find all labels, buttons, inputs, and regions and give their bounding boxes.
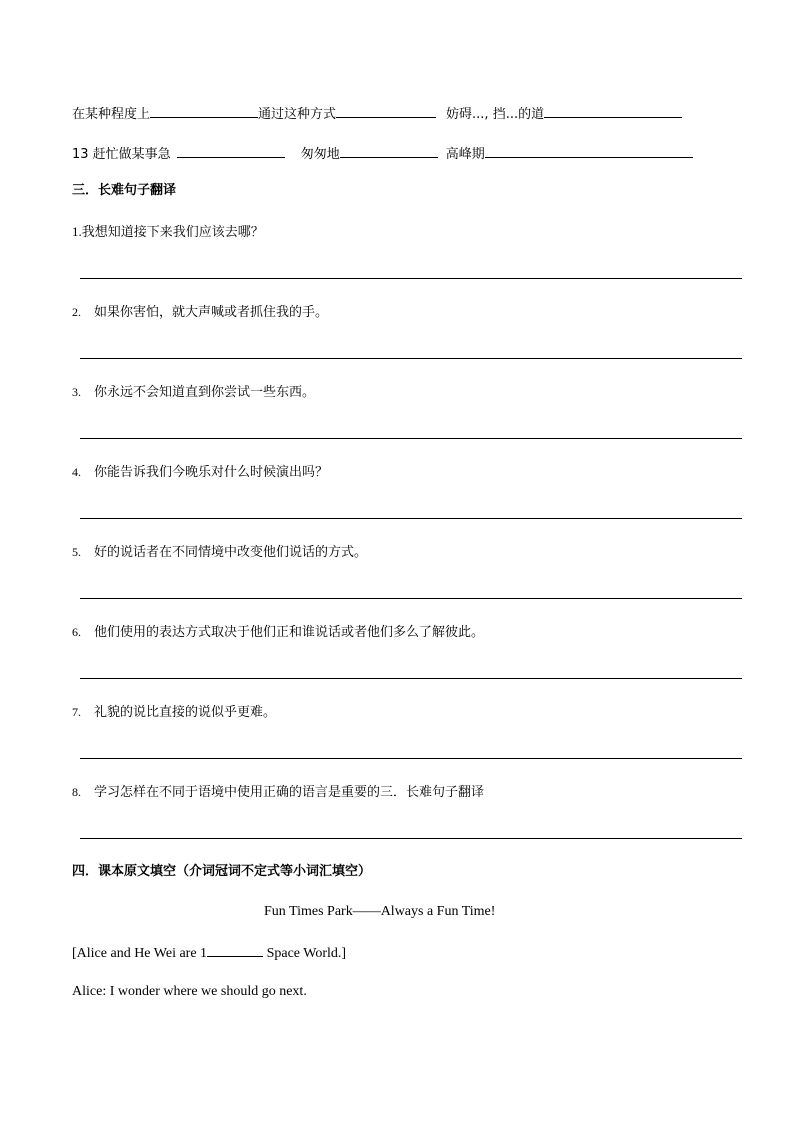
- answer-line[interactable]: [80, 758, 742, 759]
- item-text: 好的说话者在不同情境中改变他们说话的方式。: [94, 545, 368, 560]
- answer-line[interactable]: [80, 358, 742, 359]
- item-text: 你永远不会知道直到你尝试一些东西。: [94, 385, 316, 400]
- passage-blank-1[interactable]: [207, 944, 263, 957]
- item-text: 如果你害怕，就大声喊或者抓住我的手。: [94, 305, 329, 320]
- vocab-blank[interactable]: [177, 144, 285, 158]
- vocab-row-2: [72, 144, 693, 163]
- answer-line[interactable]: [80, 438, 742, 439]
- translation-item-4: [72, 464, 328, 481]
- item-number: 1.: [72, 224, 82, 239]
- vocab-blank[interactable]: [544, 104, 682, 118]
- answer-line[interactable]: [80, 278, 742, 279]
- vocab-label: 在某种程度上: [72, 107, 151, 122]
- item-number: 7.: [72, 705, 81, 719]
- translation-item-8: [72, 784, 484, 801]
- vocab-label: 通过这种方式: [258, 107, 337, 122]
- passage-text: Space World.]: [263, 946, 347, 961]
- section-3-heading: 三．长难句子翻译: [72, 183, 177, 198]
- item-text: 学习怎样在不同于语境中使用正确的语言是重要的三．长难句子翻译: [94, 785, 485, 800]
- item-text: 他们使用的表达方式取决于他们正和谁说话或者他们多么了解彼此。: [94, 625, 485, 640]
- item-number: 5.: [72, 545, 81, 559]
- item-number: 3.: [72, 385, 81, 399]
- item-text: 礼貌的说比直接的说似乎更难。: [94, 705, 277, 720]
- answer-line[interactable]: [80, 518, 742, 519]
- vocab-blank[interactable]: [340, 144, 438, 158]
- answer-line[interactable]: [80, 598, 742, 599]
- passage-title: Fun Times Park——Always a Fun Time!: [264, 904, 496, 919]
- vocab-label: 妨碍..., 挡...的道: [446, 107, 545, 122]
- section-4-heading: 四．课本原文填空（介词冠词不定式等小词汇填空）: [72, 864, 372, 879]
- translation-item-3: [72, 384, 315, 401]
- vocab-label: 高峰期: [445, 147, 485, 162]
- vocab-label: 13 赶忙做某事急: [72, 147, 171, 162]
- item-number: 6.: [72, 625, 81, 639]
- vocab-blank[interactable]: [485, 144, 693, 158]
- vocab-blank[interactable]: [150, 104, 258, 118]
- vocab-blank[interactable]: [336, 104, 436, 118]
- item-number: 4.: [72, 465, 81, 479]
- translation-item-2: [72, 304, 328, 321]
- item-text: 我想知道接下来我们应该去哪？: [81, 225, 264, 240]
- answer-line[interactable]: [80, 678, 742, 679]
- translation-item-5: [72, 544, 367, 561]
- passage-line-1: [72, 944, 346, 962]
- answer-line[interactable]: [80, 838, 742, 839]
- translation-item-7: [72, 704, 276, 721]
- translation-item-6: [72, 624, 484, 641]
- item-number: 2.: [72, 305, 81, 319]
- vocab-label: 匆匆地: [300, 147, 340, 162]
- item-text: 你能告诉我们今晚乐对什么时候演出吗？: [94, 465, 329, 480]
- passage-text: [Alice and He Wei are 1: [72, 946, 208, 961]
- translation-item-1: [72, 224, 264, 241]
- item-number: 8.: [72, 785, 81, 799]
- vocab-row-1: [72, 104, 682, 123]
- passage-line-2: Alice: I wonder where we should go next.: [72, 984, 307, 999]
